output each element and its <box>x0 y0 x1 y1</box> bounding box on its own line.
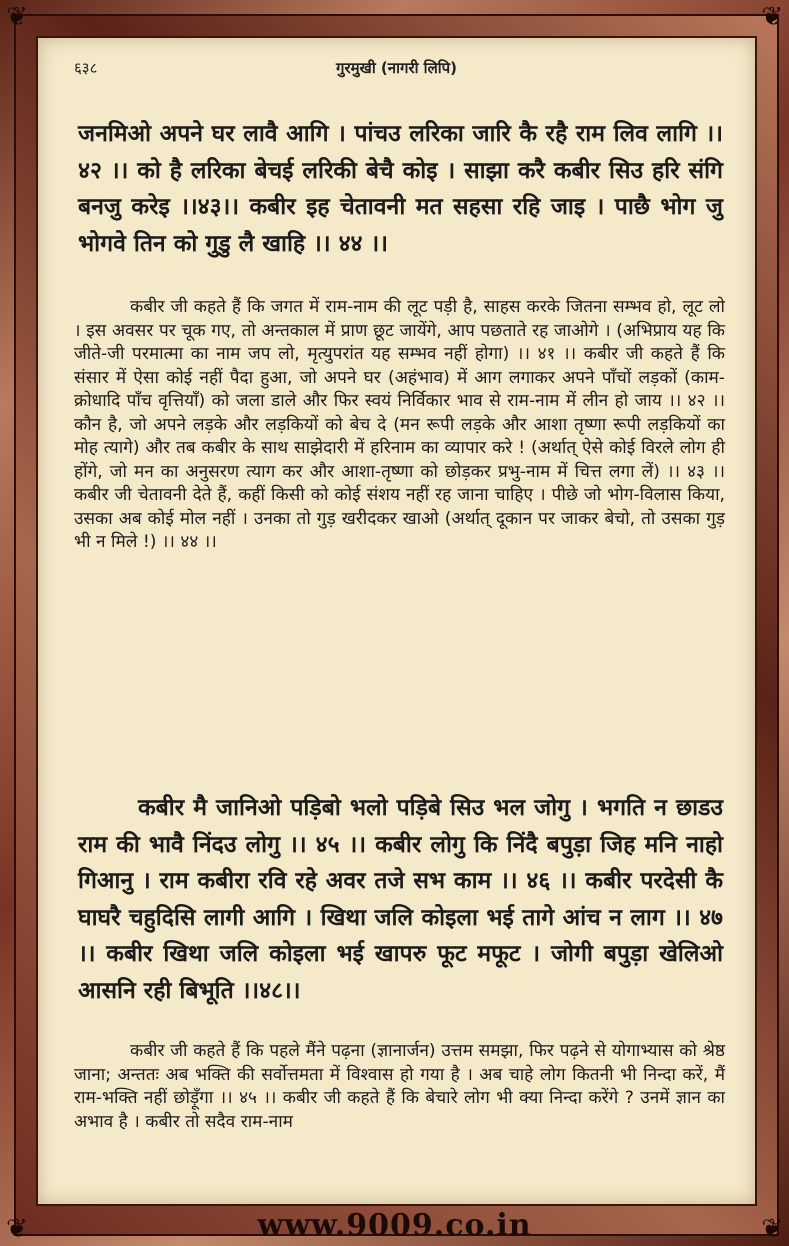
verse-block-2: कबीर मै जानिओ पड़िबो भलो पड़िबे सिउ भल जोगु । भगति न छाडउ राम की भावै निंदउ लोगु ।। ४५ ।। कबीर लोगु कि निंदै बपुड़ा जिह मनि नाहो गिआनु । राम कबीरा रवि रहे अवर तजे सभ काम ।। ४६ ।। कबीर परदेसी कै घाघरै चहुदिसि लागी आगि । खिथा जलि कोइला भई तागे आंच न लाग ।। ४७ ।। कबीर खिथा जलि कोइला भई खापरु फूट मफूट । जोगी बपुड़ा खेलिओ आसनि रही बिभूति ।।४८।। <box>78 795 723 1004</box>
commentary-block-1: कबीर जी कहते हैं कि जगत में राम-नाम की लूट पड़ी है, साहस करके जितना सम्भव हो, लूट लो । इस अवसर पर चूक गए, तो अन्तकाल में प्राण छूट जायेंगे, आप पछताते रह जाओगे । (अभिप्राय यह कि जीते-जी परमात्मा का नाम जप लो, मृत्युपरांत यह सम्भव नहीं होगा) ।। ४१ ।। कबीर जी कहते हैं कि संसार में ऐसा कोई नहीं पैदा हुआ, जो अपने घर (अहंभाव) में आग लगाकर अपने पाँचों लड़कों (काम-क्रोधादि पाँच वृत्तियाँ) को जला डाले और फिर स्वयं निर्विकार भाव से राम-नाम में लीन हो जाय ।। ४२ ।। कौन है, जो अपने लड़के और लड़कियों को बेच दे (मन रूपी लड़के और आशा तृष्णा रूपी लड़कियों का मोह त्यागे) और तब कबीर के साथ साझेदारी में हरिनाम का व्यापार करे ! (अर्थात् ऐसे कोई विरले लोग ही होंगे, जो मन का अनुसरण त्याग कर और आशा-तृष्णा को छोड़कर प्रभु-नाम में चित्त लगा लें) ।। ४३ ।। कबीर जी चेतावनी देते हैं, कहीं किसी को कोई संशय नहीं रह जाना चाहिए । पीछे जो भोग-विलास किया, उसका अब कोई मोल नहीं । उनका तो गुड़ खरीदकर खाओ (अर्थात् दूकान पर जाकर बेचो, तो उसका गुड़ भी न मिले !) ।। ४४ ।। <box>74 297 725 552</box>
page-header <box>74 58 719 86</box>
commentary-block-2: कबीर जी कहते हैं कि पहले मैंने पढ़ना (ज्ञानार्जन) उत्तम समझा, फिर पढ़ने से योगाभ्यास को श्रेष्ठ जाना; अन्ततः अब भक्ति की सर्वोत्तमता में विश्वास हो गया है । अब चाहे लोग कितनी भी निन्दा करें, मैं राम-भक्ति नहीं छोड़ूँगा ।। ४५ ।। कबीर जी कहते हैं कि बेचारे लोग भी क्या निन्दा करेंगे ? उनमें ज्ञान का अभाव है । कबीर तो सदैव राम-नाम <box>74 1041 725 1132</box>
corner-ornament-icon: ❦ <box>6 1214 28 1244</box>
page-title: गुरमुखी (नागरी लिपि) <box>336 59 457 77</box>
verse-block-1: जनमिओ अपने घर लावै आगि । पांचउ लरिका जारि कै रहै राम लिव लागि ।। ४२ ।। को है लरिका बेचई लरिकी बेचै कोइ । साझा करै कबीर सिउ हरि संगि बनजु करेइ ।।४३।। कबीर इह चेतावनी मत सहसा रहि जाइ । पाछै भोग जु भोगवे तिन को गुडु लै खाहि ।। ४४ ।। <box>78 121 723 257</box>
corner-ornament-icon: ❦ <box>761 2 783 32</box>
page-number: ६३८ <box>74 59 98 77</box>
website-url: www.9009.co.in <box>257 1208 532 1243</box>
book-page <box>36 36 757 1206</box>
corner-ornament-icon: ❦ <box>6 2 28 32</box>
corner-ornament-icon: ❦ <box>761 1214 783 1244</box>
